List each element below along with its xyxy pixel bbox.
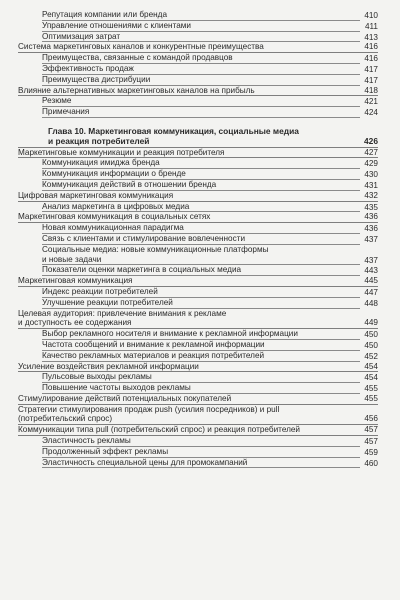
toc-entry <box>18 362 378 373</box>
entry-title-line: Коммуникации типа pull (потребительский спрос) и реакция потребителей <box>18 425 301 435</box>
page-number: 459 <box>364 447 378 457</box>
toc-entry <box>18 96 378 107</box>
page-number: 456 <box>364 414 378 424</box>
toc-entry <box>18 298 378 309</box>
toc-entry <box>18 276 378 287</box>
entry-title <box>42 265 360 276</box>
entry-title <box>18 86 360 96</box>
entry-title-line: Маркетинговая коммуникация в социальных сетях <box>18 212 211 222</box>
entry-title <box>42 340 360 351</box>
page-number: 445 <box>364 276 378 286</box>
entry-title <box>42 107 360 118</box>
entry-title <box>42 158 360 169</box>
entry-title-line: Оптимизация затрат <box>42 31 121 41</box>
entry-title-line: Целевая аудитория: привлечение внимания к рекламе <box>18 308 227 318</box>
page-number: 429 <box>364 159 378 169</box>
page-number: 410 <box>364 11 378 20</box>
toc-entry <box>18 329 378 340</box>
entry-title <box>42 21 360 32</box>
toc-entry <box>18 191 378 202</box>
entry-title <box>42 10 360 21</box>
toc-entry <box>18 169 378 180</box>
entry-title <box>18 127 360 147</box>
entry-title-line: Новая коммуникационная парадигма <box>42 223 184 233</box>
entry-title-line: Маркетинговая коммуникация <box>18 276 133 286</box>
toc-entry <box>18 234 378 245</box>
entry-title <box>42 96 360 107</box>
entry-title-line: Анализ маркетинга в цифровых медиа <box>42 201 190 211</box>
entry-title-line: Социальные медиа: новые коммуникационные платформы <box>42 244 269 254</box>
page-number: 416 <box>364 42 378 52</box>
page-number: 421 <box>364 97 378 107</box>
page-number: 443 <box>364 266 378 276</box>
page-number: 436 <box>364 224 378 234</box>
toc-entry <box>18 107 378 118</box>
entry-title-continuation: и реакция потребителей <box>48 135 150 146</box>
page-number: 418 <box>364 85 378 95</box>
entry-title-line: Повышение частоты выходов рекламы <box>42 383 191 393</box>
entry-title-line: Показатели оценки маркетинга в социальных медиа <box>42 265 242 275</box>
entry-title <box>18 362 360 372</box>
page-number: 413 <box>364 32 378 42</box>
chapter-entry <box>18 127 378 148</box>
entry-title <box>18 42 360 52</box>
page-number: 436 <box>364 212 378 222</box>
toc-entry <box>18 64 378 75</box>
entry-title <box>42 329 360 340</box>
entry-title <box>42 32 360 43</box>
entry-title-line: Коммуникация действий в отношении бренда <box>42 179 217 189</box>
page-number: 435 <box>364 202 378 212</box>
entry-title-line: Продолженный эффект рекламы <box>42 446 169 456</box>
toc-entry <box>18 436 378 447</box>
page-number: 431 <box>364 180 378 190</box>
toc-entry <box>18 394 378 405</box>
toc-entry <box>18 351 378 362</box>
entry-title <box>18 212 360 222</box>
toc-entry <box>18 212 378 223</box>
page-number: 411 <box>364 21 378 31</box>
page-number: 450 <box>364 330 378 340</box>
page-number: 455 <box>364 393 378 403</box>
toc-entry <box>18 202 378 213</box>
entry-title-line: Стимулирование действий потенциальных покупателей <box>18 393 232 403</box>
entry-title <box>18 394 360 404</box>
entry-title-continuation: и новые задачи <box>42 254 102 264</box>
entry-title-continuation: (потребительский спрос) <box>18 414 113 424</box>
page-number: 426 <box>364 135 378 146</box>
page-number: 460 <box>364 458 378 468</box>
entry-title-line: Стратегии стимулирования продаж push (усилия посредников) и pull <box>18 404 280 414</box>
entry-title <box>18 309 360 329</box>
toc-entry <box>18 265 378 276</box>
entry-title <box>42 64 360 75</box>
entry-title-line: Цифровая маркетинговая коммуникация <box>18 190 174 200</box>
entry-title <box>42 458 360 469</box>
toc-entry <box>18 405 378 426</box>
page-number: 437 <box>364 234 378 244</box>
toc-entry <box>18 32 378 43</box>
entry-title-line: Преимущества, связанные с командой продавцов <box>42 53 233 63</box>
entry-title-line: Связь с клиентами и стимулирование вовлеченности <box>42 233 246 243</box>
toc-entry <box>18 86 378 97</box>
entry-title <box>18 191 360 201</box>
entry-title-line: Преимущества дистрибуции <box>42 74 151 84</box>
page-number: 447 <box>364 287 378 297</box>
toc-entry <box>18 287 378 298</box>
entry-title-continuation: и доступность ее содержания <box>18 318 132 328</box>
entry-title <box>18 276 360 286</box>
entry-title <box>42 436 360 447</box>
toc-entry <box>18 458 378 469</box>
entry-title <box>18 425 360 435</box>
entry-title <box>42 202 360 213</box>
entry-title <box>42 75 360 86</box>
table-of-contents <box>18 10 378 468</box>
entry-title <box>42 169 360 180</box>
toc-entry <box>18 158 378 169</box>
entry-title-line: Эластичность рекламы <box>42 436 131 446</box>
toc-entry <box>18 309 378 330</box>
entry-title-line: Эффективность продаж <box>42 63 134 73</box>
toc-entry <box>18 383 378 394</box>
entry-title-line: Частота сообщений и внимание к рекламной информации <box>42 339 265 349</box>
entry-title-line: Глава 10. Маркетинговая коммуникация, социальные медиа <box>48 125 299 136</box>
page-number: 454 <box>364 373 378 383</box>
entry-title-line: Система маркетинговых каналов и конкурентные преимущества <box>18 42 264 52</box>
entry-title-line: Маркетинговые коммуникации и реакция потребителя <box>18 147 225 157</box>
toc-entry <box>18 21 378 32</box>
entry-title <box>42 180 360 191</box>
page-number: 450 <box>364 340 378 350</box>
toc-entry <box>18 180 378 191</box>
toc-entry <box>18 10 378 21</box>
entry-title-line: Управление отношениями с клиентами <box>42 20 191 30</box>
entry-title-line: Улучшение реакции потребителей <box>42 297 173 307</box>
entry-title <box>42 234 360 245</box>
page-number: 437 <box>364 255 378 265</box>
entry-title <box>18 148 360 158</box>
entry-title <box>42 372 360 383</box>
page-number: 457 <box>364 437 378 447</box>
entry-title <box>42 53 360 64</box>
page-number: 455 <box>364 384 378 394</box>
entry-title-line: Коммуникация имиджа бренда <box>42 158 160 168</box>
entry-title-line: Репутация компании или бренда <box>42 10 167 19</box>
entry-title-line: Качество рекламных материалов и реакция потребителей <box>42 350 265 360</box>
entry-title-line: Резюме <box>42 96 72 106</box>
toc-entry <box>18 42 378 53</box>
page-number: 427 <box>364 147 378 157</box>
entry-title-line: Выбор рекламного носителя и внимание к рекламной информации <box>42 329 298 339</box>
entry-title <box>18 405 360 425</box>
page-number: 417 <box>364 64 378 74</box>
toc-entry <box>18 372 378 383</box>
entry-title <box>42 383 360 394</box>
entry-title-line: Коммуникация информации о бренде <box>42 169 186 179</box>
entry-title <box>42 223 360 234</box>
page-number: 452 <box>364 351 378 361</box>
page-number: 430 <box>364 170 378 180</box>
entry-title-line: Эластичность специальной цены для промокампаний <box>42 457 248 467</box>
entry-title-line: Усиление воздействия рекламной информации <box>18 361 199 371</box>
page-number: 448 <box>364 298 378 308</box>
page-number: 432 <box>364 190 378 200</box>
page-number: 449 <box>364 318 378 328</box>
toc-entry <box>18 425 378 436</box>
page-number: 424 <box>364 108 378 118</box>
toc-entry <box>18 75 378 86</box>
toc-entry <box>18 148 378 159</box>
page-number: 417 <box>364 75 378 85</box>
page-number: 457 <box>364 425 378 435</box>
entry-title <box>42 287 360 298</box>
entry-title-line: Примечания <box>42 107 90 117</box>
page-number: 454 <box>364 361 378 371</box>
toc-entry <box>18 340 378 351</box>
toc-entry <box>18 245 378 266</box>
entry-title <box>42 351 360 362</box>
entry-title-line: Пульсовые выходы рекламы <box>42 372 152 382</box>
entry-title <box>42 245 360 266</box>
entry-title <box>42 298 360 309</box>
entry-title-line: Индекс реакции потребителей <box>42 286 158 296</box>
toc-entry <box>18 447 378 458</box>
toc-entry <box>18 53 378 64</box>
toc-entry <box>18 223 378 234</box>
entry-title <box>42 447 360 458</box>
page-number: 416 <box>364 54 378 64</box>
entry-title-line: Влияние альтернативных маркетинговых каналов на прибыль <box>18 85 255 95</box>
